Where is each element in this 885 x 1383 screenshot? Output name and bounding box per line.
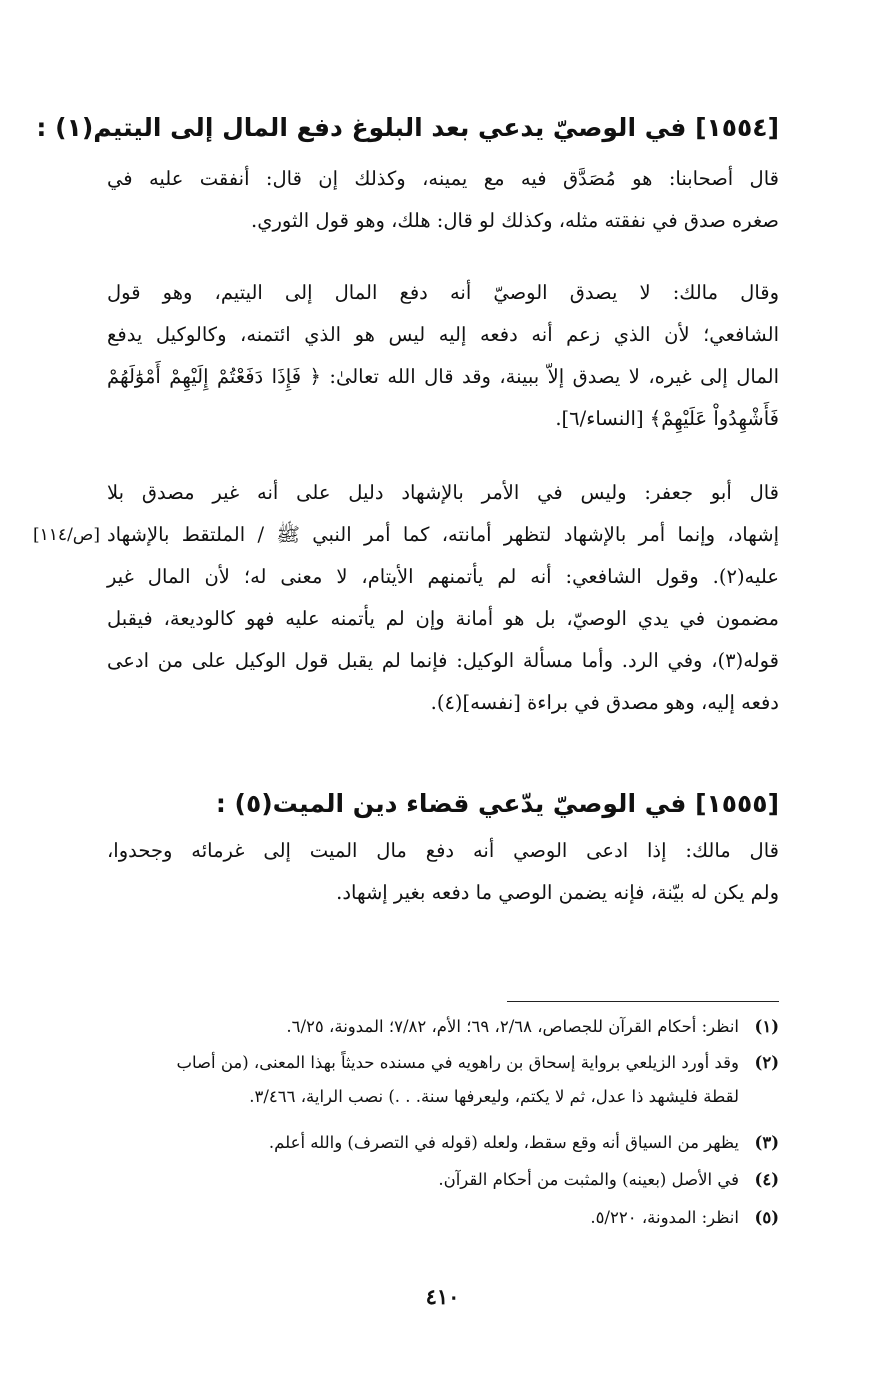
footnote-number: (١) xyxy=(754,1017,779,1036)
footnote-text-continued: لقطة فليشهد ذا عدل، ثم لا يكتم، وليعرفها سنة. . .) نصب الراية، ٣/٤٦٦. xyxy=(249,1087,739,1106)
section-heading-1554: [١٥٥٤] في الوصيّ يدعي بعد البلوغ دفع المال إلى اليتيم(١) : xyxy=(36,113,779,142)
paragraph-1555-1 xyxy=(107,830,779,914)
text-line-with-quran-verse: المال إلى غيره، لا يصدق إلاّ ببينة، وقد قال الله تعالىٰ: ﴿ فَإِذَا دَفَعْتُمْ إِلَيْهِمْ أَمْوَٰلَهُمْ xyxy=(107,365,779,388)
text-line: قال أبو جعفر: وليس في الأمر بالإشهاد دليل على أنه غير مصدق بلا xyxy=(107,481,779,504)
text-line: الشافعي؛ لأن الذي زعم أنه دفعه إليه ليس هو الذي ائتمنه، وكالوكيل يدفع xyxy=(107,323,779,346)
text-line: قال أصحابنا: هو مُصَدَّق فيه مع يمينه، وكذلك إن قال: أنفقت عليه في xyxy=(107,167,779,190)
text-line: مضمون في يدي الوصيّ، بل هو أمانة وإن لم يأتمنه عليه فهو كالوديعة، فيقبل xyxy=(107,607,779,630)
footnote-text: في الأصل (بعينه) والمثبت من أحكام القرآن. xyxy=(438,1170,739,1189)
text-line: صغره صدق في نفقته مثله، وكذلك لو قال: هلك، وهو قول الثوري. xyxy=(251,209,779,232)
text-line: إشهاد، وإنما أمر بالإشهاد لتظهر أمانته، كما أمر النبي ﷺ / الملتقط بالإشهاد xyxy=(107,523,779,546)
footnote-text: وقد أورد الزيلعي برواية إسحاق بن راهويه في مسنده حديثاً بهذا المعنى، (من أصاب xyxy=(176,1053,739,1072)
text-line: فَأَشْهِدُواْ عَلَيْهِمْ﴾ [النساء/٦]. xyxy=(555,407,779,430)
text-line: وقال مالك: لا يصدق الوصيّ أنه دفع المال إلى اليتيم، وهو قول xyxy=(107,281,779,304)
text-line: قال مالك: إذا ادعى الوصي أنه دفع مال الميت إلى غرمائه وجحدوا، xyxy=(107,839,779,862)
footnote-4 xyxy=(107,1163,779,1197)
footnote-3 xyxy=(107,1126,779,1160)
paragraph-1554-2 xyxy=(107,272,779,440)
footnote-text: يظهر من السياق أنه وقع سقط، ولعله (قوله في التصرف) والله أعلم. xyxy=(268,1133,739,1152)
footnote-2 xyxy=(107,1046,779,1114)
footnote-number: (٣) xyxy=(754,1133,779,1152)
paragraph-1554-3 xyxy=(107,472,779,724)
paragraph-1554-1 xyxy=(107,158,779,242)
margin-page-reference: [ص/١١٤] xyxy=(33,525,100,545)
text-line: عليه(٢). وقول الشافعي: أنه لم يأتمنهم الأيتام، لا معنى له؛ لأن المال غير xyxy=(107,565,779,588)
text-line: دفعه إليه، وهو مصدق في براءة [نفسه](٤). xyxy=(430,691,779,714)
footnote-1 xyxy=(107,1010,779,1044)
section-heading-1555: [١٥٥٥] في الوصيّ يدّعي قضاء دين الميت(٥) : xyxy=(215,789,779,818)
footnote-text: انظر: المدونة، ٥/٢٢٠. xyxy=(590,1208,739,1227)
footnote-5 xyxy=(107,1201,779,1235)
page-number: ٤١٠ xyxy=(425,1284,460,1309)
text-line: قوله(٣)، وفي الرد. وأما مسألة الوكيل: فإنما لم يقبل قول الوكيل على من ادعى xyxy=(107,649,779,672)
footnote-text: انظر: أحكام القرآن للجصاص، ٢/٦٨، ٦٩؛ الأم، ٧/٨٢؛ المدونة، ٦/٢٥. xyxy=(286,1017,739,1036)
footnote-number: (٢) xyxy=(754,1053,779,1072)
footnote-number: (٥) xyxy=(754,1208,779,1227)
text-line: ولم يكن له بيّنة، فإنه يضمن الوصي ما دفعه بغير إشهاد. xyxy=(336,881,779,904)
footnote-separator xyxy=(507,1001,779,1002)
footnote-number: (٤) xyxy=(754,1170,779,1189)
